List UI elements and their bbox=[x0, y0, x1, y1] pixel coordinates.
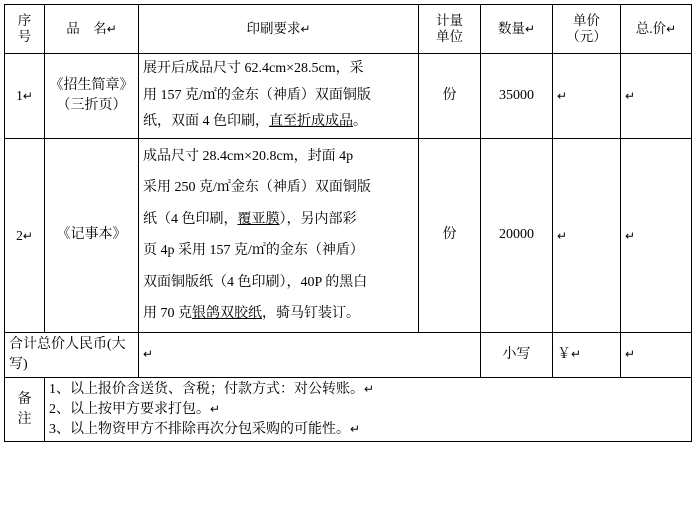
table-header-row bbox=[5, 5, 692, 54]
pilcrow-icon: ↵ bbox=[571, 346, 582, 361]
row1-requirement bbox=[139, 54, 419, 139]
total-amount-words[interactable] bbox=[139, 332, 481, 377]
pilcrow-icon: ↵ bbox=[364, 381, 375, 396]
remark-row bbox=[5, 377, 692, 442]
row1-requirement-line3: 纸，双面 4 色印刷，直至折成成品。 bbox=[143, 114, 367, 130]
row1-unit bbox=[419, 54, 481, 139]
pilcrow-icon: ↵ bbox=[210, 401, 221, 416]
remark-line-2 bbox=[49, 400, 687, 420]
header-seq bbox=[5, 5, 45, 54]
header-name bbox=[45, 5, 139, 54]
total-amount-value[interactable] bbox=[621, 332, 692, 377]
row1-seq bbox=[5, 54, 45, 139]
pilcrow-icon: ↵ bbox=[300, 22, 311, 37]
pilcrow-icon: ↵ bbox=[625, 89, 636, 104]
pilcrow-icon: ↵ bbox=[22, 228, 33, 243]
row2-requirement-line4: 页 4p 采用 157 克/㎡的金东（神盾） bbox=[143, 243, 364, 259]
header-total bbox=[621, 5, 692, 54]
remark-line-1 bbox=[49, 380, 687, 400]
row1-name-line1: 《招生简章》 bbox=[49, 78, 134, 94]
pilcrow-icon: ↵ bbox=[143, 346, 154, 361]
pilcrow-icon: ↵ bbox=[350, 421, 361, 436]
header-name-label: 品 名 bbox=[66, 21, 107, 37]
row2-requirement-line5: 双面铜版纸（4 色印刷），40P 的黑白 bbox=[143, 274, 368, 290]
remark-label-line1: 备 bbox=[17, 391, 32, 407]
row2-requirement-underlined2: 银鸽双胶纸 bbox=[192, 306, 262, 322]
document-page bbox=[0, 4, 695, 521]
row1-seq-value: 1 bbox=[16, 88, 23, 104]
header-unit-line1: 计量 bbox=[436, 12, 463, 28]
header-seq-line2: 号 bbox=[17, 29, 32, 44]
row1-price[interactable] bbox=[553, 54, 621, 139]
row2-requirement-line2: 采用 250 克/㎡金东（神盾）双面铜版 bbox=[143, 180, 371, 196]
remark-line-3-text: 3、以上物资甲方不排除再次分包采购的可能性。 bbox=[49, 421, 350, 437]
row1-unit-value: 份 bbox=[442, 87, 457, 103]
row2-requirement-line6: 用 70 克银鸽双胶纸，骑马钉装订。 bbox=[143, 306, 360, 322]
row2-name-line1: 《记事本》 bbox=[56, 227, 127, 243]
row2-requirement-line3: 纸（4 色印刷，覆亚膜），另内部彩 bbox=[143, 211, 357, 227]
row2-requirement-underlined: 覆亚膜 bbox=[237, 211, 280, 227]
table-row bbox=[5, 138, 692, 332]
quotation-table bbox=[4, 4, 692, 442]
header-quantity bbox=[481, 5, 553, 54]
header-seq-line1: 序 bbox=[17, 12, 32, 28]
row1-quantity bbox=[481, 54, 553, 139]
total-row bbox=[5, 332, 692, 377]
row2-price[interactable] bbox=[553, 138, 621, 332]
row2-requirement-line1: 成品尺寸 28.4cm×20.8cm，封面 4p bbox=[143, 148, 354, 164]
pilcrow-icon: ↵ bbox=[557, 89, 568, 104]
currency-symbol-icon: ￥ bbox=[557, 346, 571, 362]
row1-quantity-value: 35000 bbox=[499, 87, 534, 103]
row1-name-line2: （三折页） bbox=[56, 97, 127, 113]
row1-name bbox=[45, 54, 139, 139]
header-requirement-label: 印刷要求 bbox=[246, 21, 301, 37]
header-price bbox=[553, 5, 621, 54]
header-unit-line2: 单位 bbox=[436, 29, 463, 44]
remark-line-2-text: 2、以上按甲方要求打包。 bbox=[49, 401, 210, 417]
pilcrow-icon: ↵ bbox=[557, 228, 568, 243]
row1-requirement-line1: 展开后成品尺寸 62.4cm×28.5cm，采 bbox=[143, 61, 364, 76]
pilcrow-icon: ↵ bbox=[666, 22, 677, 37]
pilcrow-icon: ↵ bbox=[625, 346, 636, 361]
total-xiaoxie-label bbox=[481, 332, 553, 377]
row2-total[interactable] bbox=[621, 138, 692, 332]
remark-label bbox=[5, 377, 45, 442]
row1-requirement-underlined: 直至折成成品 bbox=[269, 114, 353, 130]
remark-label-line2: 注 bbox=[17, 411, 32, 427]
header-unit bbox=[419, 5, 481, 54]
remark-body bbox=[45, 377, 692, 442]
row2-requirement bbox=[139, 138, 419, 332]
row2-seq-value: 2 bbox=[16, 227, 23, 243]
pilcrow-icon: ↵ bbox=[106, 22, 117, 37]
pilcrow-icon: ↵ bbox=[625, 228, 636, 243]
row2-name bbox=[45, 138, 139, 332]
header-price-line1: 单价 bbox=[573, 12, 600, 28]
total-label bbox=[5, 332, 139, 377]
row2-seq bbox=[5, 138, 45, 332]
total-label-text: 合计总价人民币(大写) bbox=[9, 336, 126, 372]
row1-requirement-line2: 用 157 克/㎡的金东（神盾）双面铜版 bbox=[143, 87, 371, 103]
remark-line-3 bbox=[49, 420, 687, 440]
total-xiaoxie-text: 小写 bbox=[502, 346, 531, 362]
pilcrow-icon: ↵ bbox=[22, 89, 33, 104]
total-currency[interactable] bbox=[553, 332, 621, 377]
header-total-label: 总.价 bbox=[635, 21, 667, 37]
row2-unit-value: 份 bbox=[442, 227, 457, 243]
row2-quantity bbox=[481, 138, 553, 332]
header-quantity-label: 数量 bbox=[497, 21, 525, 37]
row2-unit bbox=[419, 138, 481, 332]
header-requirement bbox=[139, 5, 419, 54]
remark-line-1-text: 1、以上报价含送货、含税；付款方式：对公转账。 bbox=[49, 381, 364, 397]
row1-total[interactable] bbox=[621, 54, 692, 139]
pilcrow-icon: ↵ bbox=[524, 22, 536, 37]
table-row bbox=[5, 54, 692, 139]
row2-quantity-value: 20000 bbox=[499, 227, 534, 243]
header-price-line2: （元） bbox=[566, 29, 607, 44]
